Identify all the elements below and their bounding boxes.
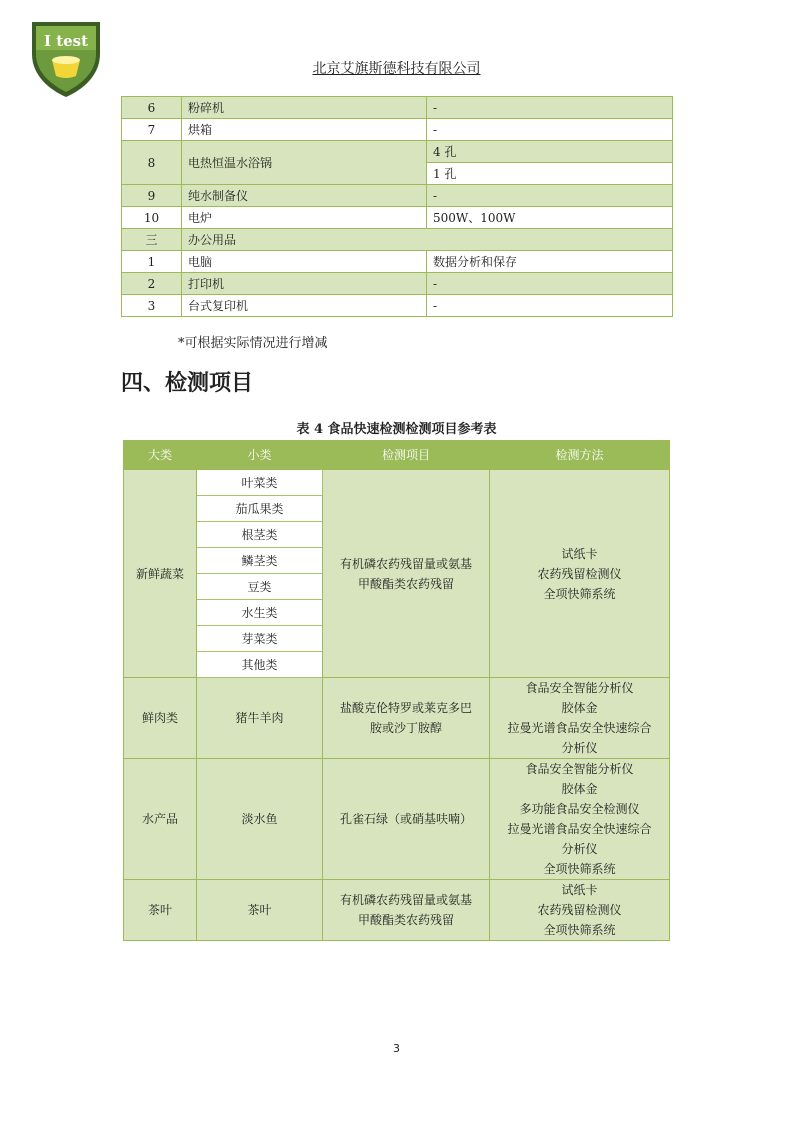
company-header: 北京艾旗斯德科技有限公司 [312, 61, 481, 77]
table-row: 9 纯水制备仪 - [122, 185, 673, 207]
method-cell: 试纸卡 农药残留检测仪 全项快筛系统 [490, 470, 670, 678]
category-cell: 水产品 [124, 759, 197, 880]
item-cell: 孔雀石绿（或硝基呋喃） [323, 759, 490, 880]
table-note: *可根据实际情况进行增减 [178, 336, 328, 351]
item-cell: 盐酸克伦特罗或莱克多巴 胺或沙丁胺醇 [323, 678, 490, 759]
table-row: 2 打印机 - [122, 273, 673, 295]
subcategory-cell: 茄瓜果类 [197, 496, 323, 522]
subcategory-cell: 鳞茎类 [197, 548, 323, 574]
subcategory-cell: 豆类 [197, 574, 323, 600]
subcategory-cell: 其他类 [197, 652, 323, 678]
table-row: 7 烘箱 - [122, 119, 673, 141]
table-row [124, 759, 670, 880]
table-row: 1 电脑 数据分析和保存 [122, 251, 673, 273]
table-row: 10 电炉 500W、100W [122, 207, 673, 229]
header-subcategory: 小类 [197, 441, 323, 470]
table-header-row [124, 441, 670, 470]
equipment-table [121, 96, 673, 317]
table-caption: 表 4 食品快速检测检测项目参考表 [296, 422, 497, 437]
item-cell: 有机磷农药残留量或氨基 甲酸酯类农药残留 [323, 470, 490, 678]
subcategory-cell: 猪牛羊肉 [197, 678, 323, 759]
header-method: 检测方法 [490, 441, 670, 470]
table-row [124, 880, 670, 941]
item-cell: 有机磷农药残留量或氨基 甲酸酯类农药残留 [323, 880, 490, 941]
category-cell: 茶叶 [124, 880, 197, 941]
table-row-section: 三 办公用品 [122, 229, 673, 251]
subcategory-cell: 水生类 [197, 600, 323, 626]
category-cell: 新鲜蔬菜 [124, 470, 197, 678]
method-cell: 食品安全智能分析仪 胶体金 拉曼光谱食品安全快速综合 分析仪 [490, 678, 670, 759]
subcategory-cell: 淡水鱼 [197, 759, 323, 880]
table-row [124, 470, 670, 496]
subcategory-cell: 芽菜类 [197, 626, 323, 652]
table-row: 1 孔 [122, 163, 673, 185]
header-category: 大类 [124, 441, 197, 470]
logo-text: I test [43, 32, 89, 50]
category-cell: 鲜肉类 [124, 678, 197, 759]
detection-items-table [123, 440, 670, 941]
method-cell: 试纸卡 农药残留检测仪 全项快筛系统 [490, 880, 670, 941]
table-row: 6 粉碎机 - [122, 97, 673, 119]
subcategory-cell: 叶菜类 [197, 470, 323, 496]
header-item: 检测项目 [323, 441, 490, 470]
page-number: 3 [393, 1042, 400, 1055]
table-row [124, 678, 670, 759]
subcategory-cell: 茶叶 [197, 880, 323, 941]
table-row: 8 电热恒温水浴锅 4 孔 [122, 141, 673, 163]
section-heading: 四、检测项目 [121, 371, 254, 396]
method-cell: 食品安全智能分析仪 胶体金 多功能食品安全检测仪 拉曼光谱食品安全快速综合 分析仪 全项快筛系统 [490, 759, 670, 880]
table-row: 3 台式复印机 - [122, 295, 673, 317]
subcategory-cell: 根茎类 [197, 522, 323, 548]
